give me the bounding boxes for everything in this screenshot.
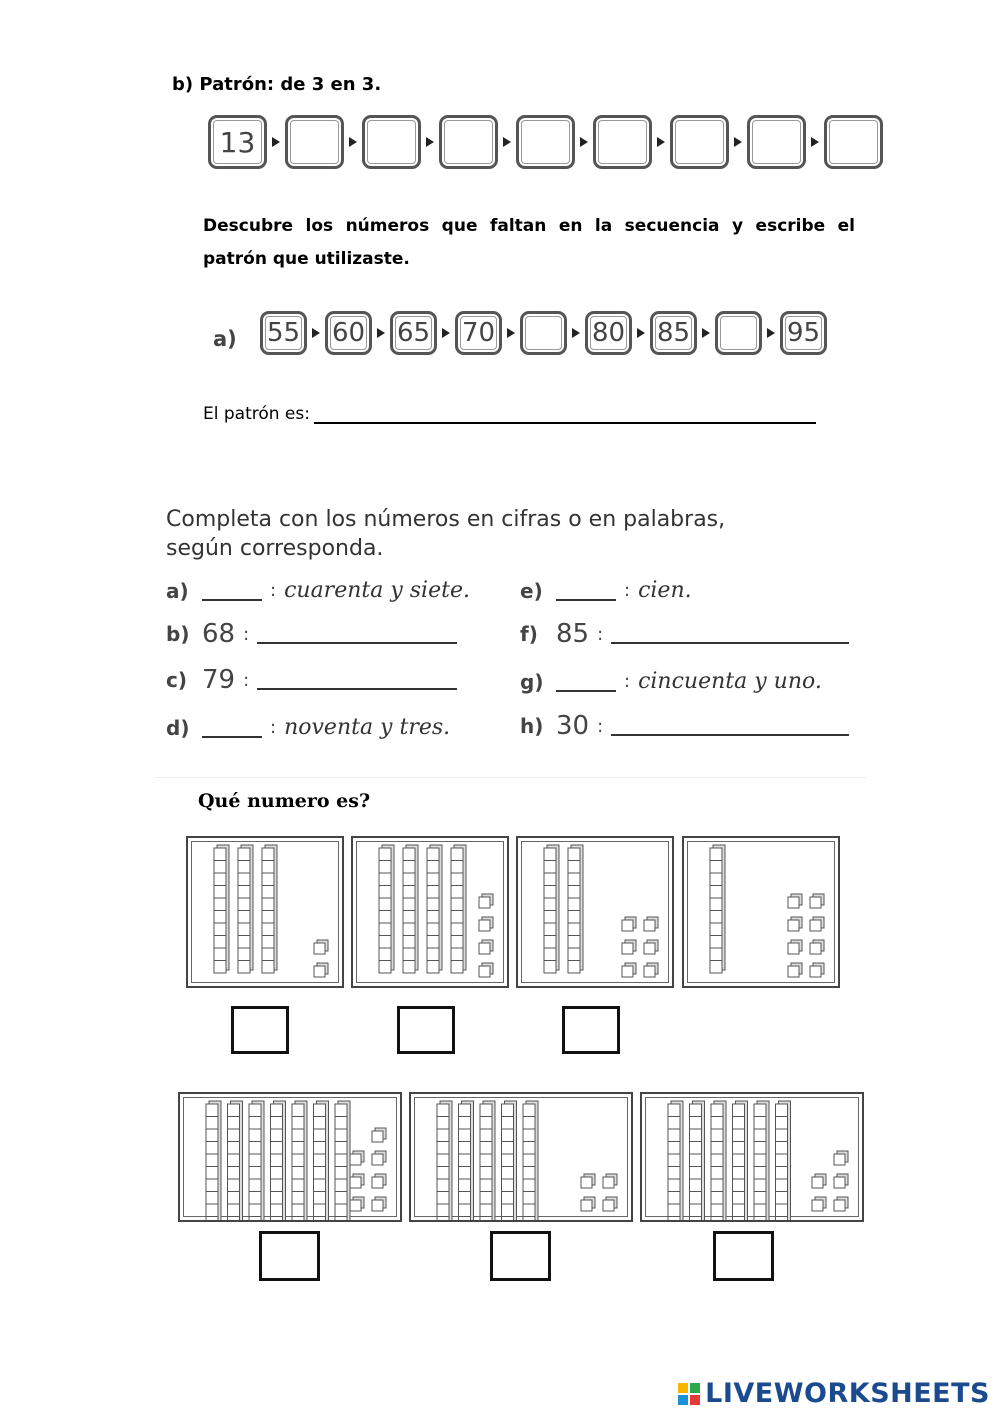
- item-colon: :: [597, 715, 604, 737]
- sequence-b-row: [208, 115, 883, 169]
- section-b-title: b) Patrón: de 3 en 3.: [172, 74, 382, 95]
- sequence-blank-box[interactable]: [747, 115, 806, 169]
- unit-cube: [834, 1197, 848, 1211]
- ten-rod: [292, 1101, 307, 1220]
- sequence-blank-box[interactable]: [824, 115, 883, 169]
- sequence-arrow-icon: [767, 328, 775, 338]
- unit-cube: [350, 1197, 364, 1211]
- unit-cube: [350, 1174, 364, 1188]
- sequence-arrow-icon: [572, 328, 580, 338]
- unit-cube: [810, 894, 824, 908]
- pattern-label: El patrón es:: [203, 404, 310, 424]
- number-answer-box[interactable]: [562, 1006, 620, 1054]
- ten-rod: [238, 845, 253, 973]
- unit-cube: [834, 1151, 848, 1165]
- ten-rod: [451, 845, 466, 973]
- ten-rod: [228, 1101, 243, 1220]
- base-ten-panel: [186, 836, 344, 988]
- item-words: cuarenta y siete.: [284, 578, 470, 603]
- ten-rod: [214, 845, 229, 973]
- sequence-value-box: 65: [390, 311, 437, 355]
- completa-item-b: [166, 619, 457, 649]
- sequence-value-box: 13: [208, 115, 267, 169]
- sequence-arrow-icon: [580, 137, 588, 147]
- brand-name: LIVEWORKSHEETS: [705, 1378, 990, 1409]
- pattern-answer-line[interactable]: [314, 402, 816, 424]
- sequence-a-label: a): [213, 327, 237, 351]
- sequence-answer-input[interactable]: [718, 313, 759, 353]
- sequence-value-box: 55: [260, 311, 307, 355]
- sequence-answer-input[interactable]: [523, 313, 564, 353]
- sequence-value-box: 85: [650, 311, 697, 355]
- sequence-answer-input[interactable]: [288, 117, 341, 167]
- item-letter: h): [520, 714, 544, 738]
- number-answer-box[interactable]: [259, 1231, 320, 1281]
- sequence-arrow-icon: [702, 328, 710, 338]
- que-numero-title: Qué numero es?: [198, 790, 371, 812]
- ten-rod: [459, 1101, 474, 1220]
- sequence-arrow-icon: [507, 328, 515, 338]
- unit-cube: [644, 940, 658, 954]
- sequence-answer-input[interactable]: [827, 117, 880, 167]
- unit-cube: [479, 963, 493, 977]
- completa-item-f: [520, 619, 849, 649]
- unit-cube: [812, 1174, 826, 1188]
- unit-cube: [603, 1174, 617, 1188]
- unit-cube: [788, 940, 802, 954]
- unit-cube: [372, 1151, 386, 1165]
- completa-item-a: [166, 578, 470, 603]
- sequence-blank-box[interactable]: [593, 115, 652, 169]
- footer-brand: [677, 1378, 990, 1409]
- item-letter: g): [520, 669, 544, 694]
- sequence-arrow-icon: [637, 328, 645, 338]
- liveworksheets-logo-icon: [677, 1382, 701, 1406]
- item-colon: :: [270, 717, 277, 738]
- unit-cube: [603, 1197, 617, 1211]
- sequence-answer-input[interactable]: [673, 117, 726, 167]
- sequence-blank-box[interactable]: [516, 115, 575, 169]
- ten-rod: [710, 845, 725, 973]
- number-answer-line[interactable]: [556, 581, 616, 601]
- ten-rod: [754, 1101, 769, 1220]
- ten-rod: [314, 1101, 329, 1220]
- item-words: noventa y tres.: [284, 715, 451, 740]
- ten-rod: [480, 1101, 495, 1220]
- unit-cube: [350, 1151, 364, 1165]
- unit-cube: [622, 940, 636, 954]
- sequence-blank-box[interactable]: [670, 115, 729, 169]
- ten-rod: [568, 845, 583, 973]
- item-colon: :: [243, 669, 250, 691]
- ten-rod: [335, 1101, 350, 1220]
- sequence-blank-box[interactable]: [362, 115, 421, 169]
- item-letter: a): [166, 578, 189, 603]
- base-ten-panel: [351, 836, 509, 988]
- sequence-answer-input[interactable]: [750, 117, 803, 167]
- item-colon: :: [270, 580, 277, 601]
- item-letter: e): [520, 578, 543, 603]
- ten-rod: [733, 1101, 748, 1220]
- number-answer-line[interactable]: [202, 718, 262, 738]
- base-ten-panel: [178, 1092, 402, 1222]
- completa-title-line2: según corresponda.: [166, 536, 384, 561]
- ten-rod: [523, 1101, 538, 1220]
- unit-cube: [788, 894, 802, 908]
- base-ten-panel: [516, 836, 674, 988]
- unit-cube: [622, 917, 636, 931]
- unit-cube: [479, 917, 493, 931]
- sequence-arrow-icon: [503, 137, 511, 147]
- base-ten-panel: [640, 1092, 864, 1222]
- ten-rod: [668, 1101, 683, 1220]
- ten-rod: [271, 1101, 286, 1220]
- sequence-blank-box[interactable]: [285, 115, 344, 169]
- sequence-answer-input[interactable]: [519, 117, 572, 167]
- base-ten-panel: [409, 1092, 633, 1222]
- item-letter: c): [166, 668, 187, 692]
- ten-rod: [776, 1101, 791, 1220]
- unit-cube: [314, 963, 328, 977]
- unit-cube: [479, 894, 493, 908]
- unit-cube: [372, 1197, 386, 1211]
- sequence-arrow-icon: [442, 328, 450, 338]
- unit-cube: [314, 940, 328, 954]
- sequence-value-box: 60: [325, 311, 372, 355]
- item-number: 30: [556, 711, 590, 741]
- number-answer-box[interactable]: [231, 1006, 289, 1054]
- sequence-blank-box[interactable]: [520, 311, 567, 355]
- unit-cube: [581, 1174, 595, 1188]
- number-answer-line[interactable]: [202, 581, 262, 601]
- unit-cube: [372, 1174, 386, 1188]
- sequence-a-row: [260, 311, 827, 355]
- completa-title: [166, 505, 725, 563]
- number-answer-box[interactable]: [397, 1006, 455, 1054]
- sequence-value-box: 95: [780, 311, 827, 355]
- base-ten-panel: [682, 836, 840, 988]
- completa-title-line1: Completa con los números en cifras o en palabras,: [166, 507, 726, 532]
- item-colon: :: [243, 623, 250, 645]
- sequence-arrow-icon: [657, 137, 665, 147]
- unit-cube: [834, 1174, 848, 1188]
- sequence-blank-box[interactable]: [715, 311, 762, 355]
- sequence-answer-input[interactable]: [442, 117, 495, 167]
- sequence-arrow-icon: [272, 137, 280, 147]
- sequence-value-box: 80: [585, 311, 632, 355]
- unit-cube: [622, 963, 636, 977]
- completa-item-g: [520, 669, 822, 694]
- words-answer-line[interactable]: [611, 624, 849, 644]
- section-divider: [155, 777, 867, 778]
- item-number: 79: [202, 665, 236, 695]
- unit-cube: [812, 1197, 826, 1211]
- sequence-blank-box[interactable]: [439, 115, 498, 169]
- sequence-arrow-icon: [811, 137, 819, 147]
- ten-rod: [544, 845, 559, 973]
- ten-rod: [437, 1101, 452, 1220]
- sequence-arrow-icon: [312, 328, 320, 338]
- sequence-arrow-icon: [426, 137, 434, 147]
- item-colon: :: [597, 623, 604, 645]
- instruction-text: Descubre los números que faltan en la secuencia y escribe el patrón que utilizaste.: [203, 216, 855, 269]
- item-letter: d): [166, 715, 190, 740]
- unit-cube: [788, 963, 802, 977]
- sequence-value-box: 70: [455, 311, 502, 355]
- unit-cube: [810, 940, 824, 954]
- item-words: cincuenta y uno.: [638, 669, 822, 694]
- unit-cube: [644, 917, 658, 931]
- item-letter: b): [166, 622, 190, 646]
- ten-rod: [690, 1101, 705, 1220]
- completa-item-c: [166, 665, 457, 695]
- item-number: 68: [202, 619, 236, 649]
- unit-cube: [581, 1197, 595, 1211]
- item-colon: :: [624, 580, 631, 601]
- ten-rod: [379, 845, 394, 973]
- unit-cube: [810, 917, 824, 931]
- pattern-line: [203, 402, 816, 424]
- unit-cube: [788, 917, 802, 931]
- completa-item-d: [166, 715, 450, 740]
- ten-rod: [206, 1101, 221, 1220]
- ten-rod: [502, 1101, 517, 1220]
- sequence-arrow-icon: [349, 137, 357, 147]
- number-answer-box[interactable]: [713, 1231, 774, 1281]
- ten-rod: [711, 1101, 726, 1220]
- ten-rod: [262, 845, 277, 973]
- number-answer-line[interactable]: [556, 672, 616, 692]
- item-number: 85: [556, 619, 590, 649]
- words-answer-line[interactable]: [611, 716, 849, 736]
- unit-cube: [372, 1128, 386, 1142]
- words-answer-line[interactable]: [257, 624, 457, 644]
- completa-item-h: [520, 711, 849, 741]
- ten-rod: [403, 845, 418, 973]
- unit-cube: [479, 940, 493, 954]
- unit-cube: [810, 963, 824, 977]
- ten-rod: [249, 1101, 264, 1220]
- item-colon: :: [624, 671, 631, 692]
- sequence-arrow-icon: [377, 328, 385, 338]
- sequence-answer-input[interactable]: [596, 117, 649, 167]
- words-answer-line[interactable]: [257, 670, 457, 690]
- item-letter: f): [520, 622, 538, 646]
- ten-rod: [427, 845, 442, 973]
- sequence-arrow-icon: [734, 137, 742, 147]
- sequence-answer-input[interactable]: [365, 117, 418, 167]
- completa-item-e: [520, 578, 692, 603]
- item-words: cien.: [638, 578, 692, 603]
- unit-cube: [644, 963, 658, 977]
- number-answer-box[interactable]: [490, 1231, 551, 1281]
